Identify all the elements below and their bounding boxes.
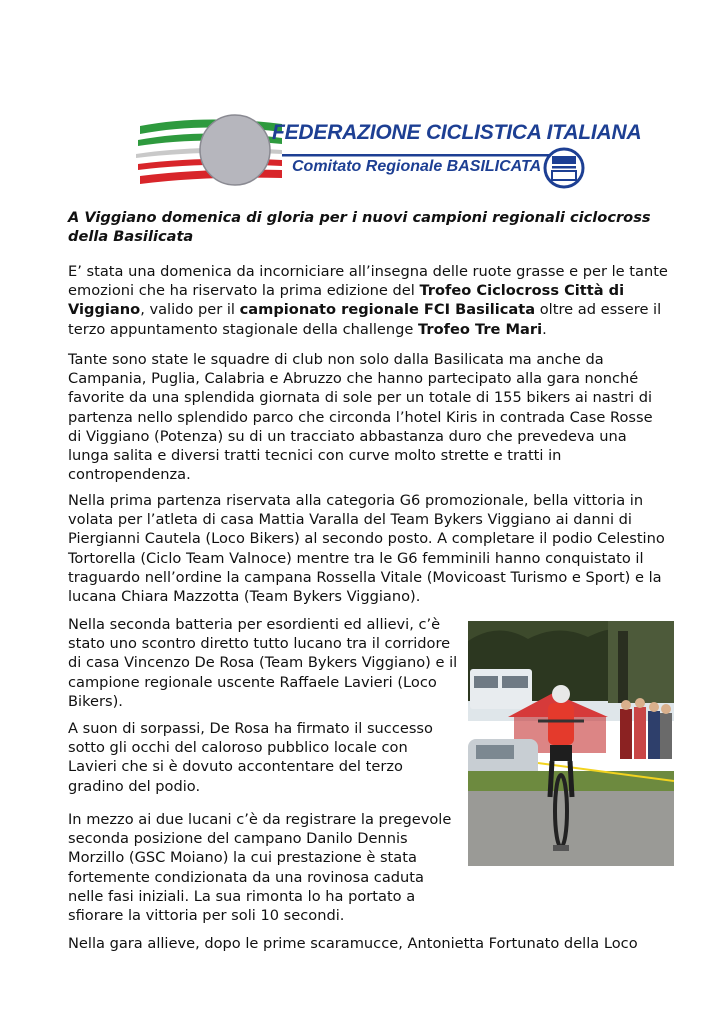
cyclist-photo: [468, 621, 674, 866]
p1-text-1: E’ stata una domenica da incorniciare all’insegna delle ruote grasse e per le tante emozioni che ha riservato la prima edizione del: [68, 263, 668, 300]
paragraph-morzillo: In mezzo ai due lucani c’è da registrare la pregevole seconda posizione del campano Danilo Dennis Morzillo (GSC Moiano) la cui prestazione è stata fortemente condizionata da una rovinosa caduta nelle fasi iniziali. La sua rimonta lo ha portato a sfiorare la vittoria per soli 10 secondi.: [68, 811, 452, 925]
p1-text-3: oltre ad essere il terzo appuntamento stagionale della challenge: [68, 301, 662, 338]
paragraph-esordienti: Nella seconda batteria per esordienti ed allievi, c’è stato uno scontro diretto tutto lucano tra il corridore di casa Vincenzo De Rosa (Team Bykers Viggiano) e il campione regionale uscente Raffaele Lavieri (Loco Bikers).: [68, 616, 458, 710]
p1-text-4: .: [542, 320, 547, 338]
p1-challenge-name: Trofeo Tre Mari: [418, 320, 543, 338]
p1-campionato-name: campionato regionale FCI Basilicata: [239, 301, 536, 319]
article-headline: A Viggiano domenica di gloria per i nuovi campioni regionali ciclocross della Basilicata: [68, 209, 651, 245]
committee-name: Comitato Regionale BASILICATA: [292, 158, 542, 175]
paragraph-intro: [68, 262, 668, 339]
paragraph-sorpassi: A suon di sorpassi, De Rosa ha firmato il successo sotto gli occhi del caloroso pubblico locale con Lavieri che si è dovuto accontentare del terzo gradino del podio.: [68, 720, 433, 795]
p1-text-2: , valido per il: [140, 301, 240, 319]
paragraph-g6: Nella prima partenza riservata alla categoria G6 promozionale, bella vittoria in volata per l’atleta di casa Mattia Varalla del Team Bykers Viggiano ai danni di Piergianni Cautela (Loco Bikers) al secondo posto. A completare il podio Celestino Tortorella (Ciclo Team Valnoce) mentre tra le G6 femminili hanno conquistato il traguardo nell’ordine la campana Rossella Vitale (Movicoast Turismo e Sport) e la lucana Chiara Mazzotta (Team Bykers Viggiano).: [68, 492, 665, 606]
cyclist-photo-illustration: [468, 621, 674, 866]
paragraph-allieve: Nella gara allieve, dopo le prime scaramucce, Antonietta Fortunato della Loco: [68, 935, 638, 952]
p1-trofeo-name: Trofeo Ciclocross Città di Viggiano: [68, 282, 625, 319]
paragraph-teams: Tante sono state le squadre di club non solo dalla Basilicata ma anche da Campania, Puglia, Calabria e Abruzzo che hanno partecipato alla gara nonché favorite da una splendida giornata di sole per un totale di 155 bikers ai nastri di partenza nello splendido parco che circonda l’hotel Kiris in contrada Case Rosse di Viggiano (Potenza) su di un tracciato abbastanza duro che prevedeva una lunga salita e diversi tratti tecnici con curve molto strette e tratti in contropendenza.: [68, 351, 653, 484]
org-name: FEDERAZIONE CICLISTICA ITALIANA: [272, 121, 642, 144]
